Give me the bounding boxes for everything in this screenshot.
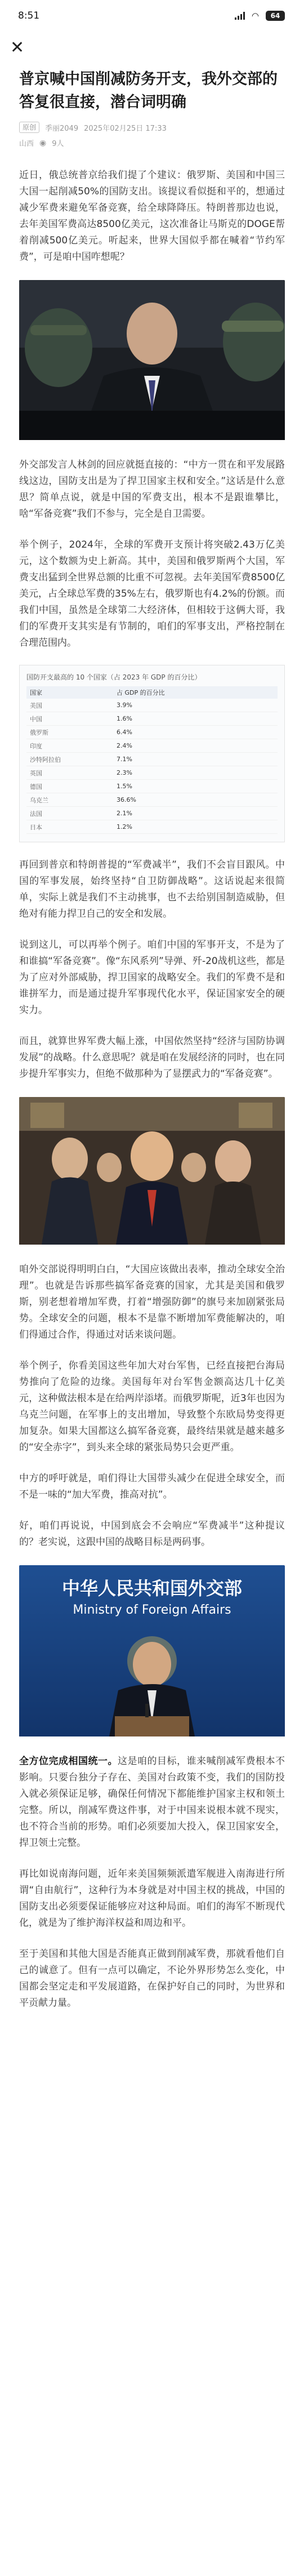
paragraph: 说到这儿，可以再举个例子。咱们中国的军事开支，不是为了和谁搞“军备竞赛”。像“东风系列”导弹、歼-20战机这些，都是为了应对外部威胁，捍卫国家的战略安全。我们的军费不是和谁拼军力，而是通过提升军事现代化水平，保证国家安全的硬实力。 [19,939,285,1016]
article-image-parade[interactable] [19,280,285,442]
table-row: 乌克兰 36.6% [26,793,278,807]
location-text: 山西 [19,140,34,148]
table-header-country: 国家 [30,689,42,696]
table-row: 印度 2.4% [26,739,278,753]
paragraph: 再比如说南海问题，近年来美国频频派遣军舰进入南海进行所谓“自由航行”，这种行为本身就是对中国主权的挑战，中国的国防支出必须要保证能够应对这种局面。咱们的海军不断现代化，就是为了维护海洋权益和周边和平。 [19,1868,285,1929]
author-name[interactable]: 季丽2049 [45,124,79,133]
publish-date: 2025年02月25日 17:33 [84,124,167,133]
nav-bar [0,32,304,64]
wifi-icon: ◠ [251,10,259,21]
table-row: 日本 1.2% [26,820,278,834]
article-title: 普京喊中国削减防务开支，我外交部的答复很直接，潜台词明确 [19,70,278,111]
reader-count: 9人 [52,140,64,148]
article-image-meeting[interactable] [19,1097,285,1247]
table-header-percent: 占 GDP 的百分比 [117,689,165,696]
table-row: 俄罗斯 6.4% [26,726,278,739]
reader-icon: ◉ [39,138,47,148]
status-time: 8:51 [18,10,40,21]
paragraph: 好，咱们再说说，中国到底会不会响应“军费减半”这种提议的？老实说，这跟中国的战略目标是两码事。 [19,1520,285,1548]
table-row: 美国 3.9% [26,699,278,712]
article-meta [19,122,285,133]
paragraph: 外交部发言人林剑的回应就挺直接的：“中方一贯在和平发展路线这边，国防支出是为了捍卫国家主权和安全。”这话是什么意思？简单点说，就是中国的军费支出，根本不是跟谁攀比，啥“军备竞赛”我们不参与，完全是自卫需要。 [19,459,285,519]
paragraph: 举个例子，你看美国这些年加大对台军售，已经直接把台海局势推向了危险的边缘。美国每年对台军售金额高达几十亿美元，这种做法根本是在给两岸添堵。而俄罗斯呢，近3年也因为乌克兰问题，在军事上的支出增加，导致整个东欧局势变得更加复杂。如果大国都这么搞军备竞赛，最终结果就是越来越多的“安全赤字”，到头来全球的紧张局势只会更严重。 [19,1360,285,1453]
close-icon[interactable]: ✕ [10,38,25,57]
highlight-rest: 这是咱的目标，谁来喊削减军费根本不影响。只要台独分子存在、美国对台政策不变，我们的国防投入就必须保证足够，确保任何情况下都能维护国家主权和领土完整。所以，削减军费这件事，对于中国来说根本就不现实，也不符合当前的形势。咱们必须要加大投入，保卫国家安全，捍卫领土完整。 [19,1756,285,1849]
paragraph: 再回到普京和特朗普提的“军费减半”，我们不会盲目跟风。中国的军事发展，始终坚持“自卫防御战略”。这话说起来很简单，实际上就是我们不主动挑事，也不去给别国制造威胁，但绝对有能力捍卫自己的安全和发展。 [19,859,285,920]
status-icons [235,11,285,21]
table-row: 法国 2.1% [26,807,278,820]
article-meta-secondary [19,137,285,148]
ministry-banner-en: Ministry of Foreign Affairs [73,1603,231,1617]
defense-spending-table [19,665,285,842]
status-bar [0,0,304,32]
battery-icon: 64 [266,11,285,21]
table-row: 德国 1.5% [26,780,278,793]
paragraph: 咱外交部说得明明白白，“大国应该做出表率，推动全球安全治理”。也就是告诉那些搞军备竞赛的国家，尤其是美国和俄罗斯，别老想着增加军费，打着“增强防御”的旗号来加剧紧张局势。全球安全的问题，根本不是靠不断增加军费能解决的，咱们得通过合作，得通过对话来谈问题。 [19,1264,285,1340]
table-header [26,686,278,699]
signal-icon [235,12,245,20]
original-badge: 原创 [19,122,39,133]
highlight-lead: 全方位完成相国统一。 [19,1756,118,1767]
table-row: 中国 1.6% [26,712,278,726]
table-title: 国防开支最高的 10 个国家（占 2023 年 GDP 的百分比） [26,673,202,681]
paragraph-highlight [19,1753,285,1851]
article-image-press-conference[interactable] [19,1565,285,1739]
paragraph: 而且，就算世界军费大幅上涨，中国依然坚持“经济与国防协调发展”的战略。什么意思呢？就是咱在发展经济的同时，也在同步提升军事实力，但绝不做那种为了显摆武力的“军备竞赛”。 [19,1036,285,1080]
table-row: 英国 2.3% [26,766,278,780]
table-row: 沙特阿拉伯 7.1% [26,753,278,766]
paragraph: 近日，俄总统普京给我们提了个建议：俄罗斯、美国和中国三大国一起削减50%的国防支出。该提议看似挺和平的，想通过减少军费来避免军备竞赛，给全球降降压。特朗普那边也说，去年美国军费高达8500亿美元，这次准备让马斯克的DOGE帮着削减500亿美元。听起来，世界大国似乎都在喊着“节约军费”，可是咱中国咋想呢？ [19,170,285,263]
paragraph: 至于美国和其他大国是否能真正做到削减军费，那就看他们自己的诚意了。但有一点可以确定，不论外界形势怎么变化，中国都会坚定走和平发展道路，在保护好自己的同时，为世界和平贡献力量。 [19,1948,285,2009]
paragraph: 举个例子，2024年，全球的军费开支预计将突破2.43万亿美元，这个数额为史上新高。其中，美国和俄罗斯两个大国，军费支出猛到全世界总额的比重不可忽视。去年美国军费8500亿美元，占全球总军费的35%左右，俄罗斯也有4.2%的份额。而我们中国，虽然是全球第二大经济体，但相较于这俩大哥，我们的军费开支其实是有节制的，咱们的军事支出，严格控制在合理范围内。 [19,539,285,649]
ministry-banner-cn: 中华人民共和国外交部 [61,1578,243,1599]
article [0,68,304,2034]
paragraph: 中方的呼吁就是，咱们得让大国带头减少在促进全球安全，而不是一味的“加大军费，推高对抗”。 [19,1473,285,1500]
